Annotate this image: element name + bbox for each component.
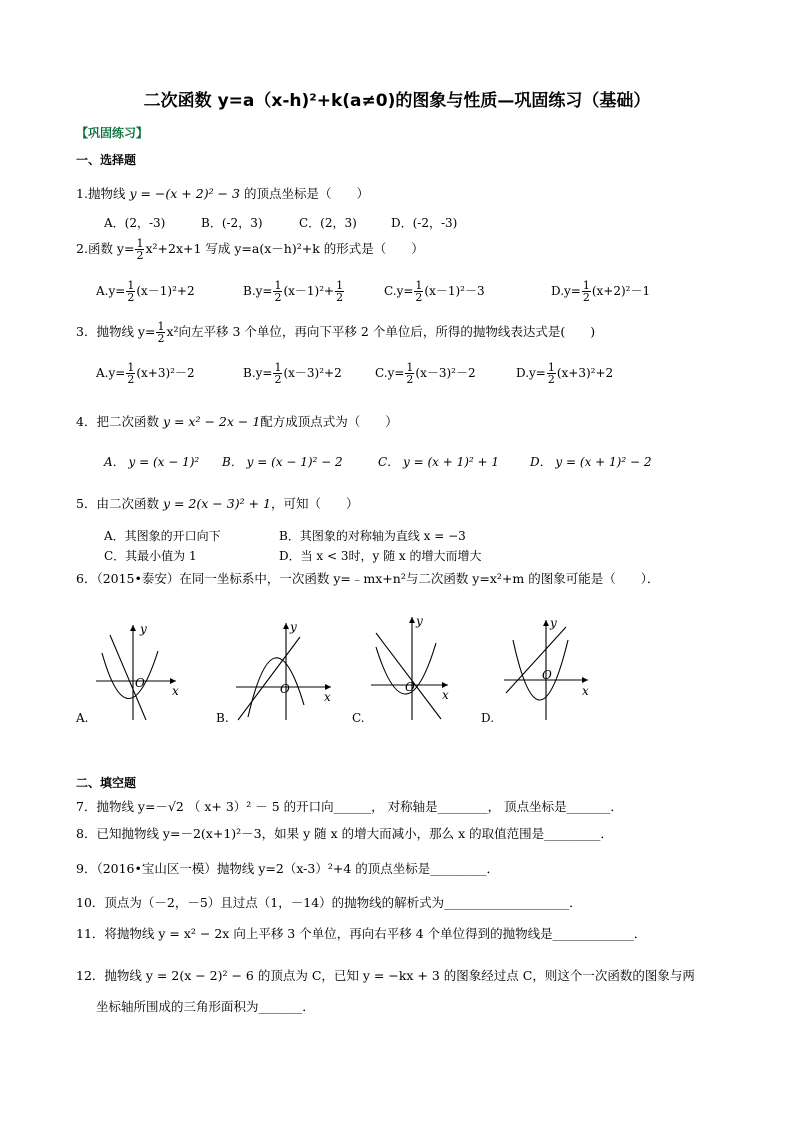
question-10: 10．顶点为（－2，－5）且过点（1，－14）的抛物线的解析式为____________________．: [76, 895, 582, 910]
graph-c-label: C.: [352, 711, 365, 725]
q3-option-d: D.y= $\frac{1}{2}$ (x+3)²+2: [516, 361, 614, 386]
question-2: [76, 238, 424, 261]
q2-option-c: C.y= $\frac{1}{2}$ (x－1)²－3: [384, 279, 485, 304]
graph-a-label: A.: [76, 711, 89, 725]
q4-text-a: 把二次函数: [96, 414, 159, 429]
graph-d-y-label: y: [550, 616, 557, 630]
q2-option-b: B.y= $\frac{1}{2}$ (x－1)²+ $\frac{1}{2}$: [243, 279, 344, 304]
graph-b-origin: O: [280, 682, 290, 696]
question-9: 9．（2016•宝山区一模）抛物线 y=2（x-3）²+4 的顶点坐标是_________．: [76, 861, 500, 876]
q2-text-b: x²+2x+1 写成 y=a(x－h)²+k 的形式是（ ）: [145, 241, 424, 256]
question-7: 7．抛物线 y=－√2 （ x+ 3）² － 5 的开口向______， 对称轴是________， 顶点坐标是_______．: [76, 799, 623, 814]
question-11: 11．将抛物线 y = x² − 2x 向上平移 3 个单位，再向右平移 4 个单位得到的抛物线是_____________．: [76, 926, 647, 941]
q4-option-a: A． y = (x − 1)²: [104, 455, 200, 469]
question-4: [76, 412, 398, 430]
question-12-line1: 12．抛物线 y = 2(x − 2)² − 6 的顶点为 C，已知 y = −kx + 3 的图象经过点 C，则这个一次函数的图象与两: [76, 968, 695, 983]
q4-option-c: C． y = (x + 1)² + 1: [378, 455, 500, 469]
section-label: 【巩固练习】: [76, 126, 149, 140]
q2-option-d: D.y= $\frac{1}{2}$ (x+2)²－1: [551, 279, 651, 304]
graph-d-origin: O: [542, 668, 552, 682]
q1-option-b: B．(-2，3): [201, 216, 263, 230]
q5-option-d: D．当 x < 3时，y 随 x 的增大而增大: [279, 549, 482, 563]
graph-d-x-label: x: [582, 684, 589, 698]
q3-num: 3．: [76, 324, 97, 339]
q2-text-a: 函数 y=: [87, 241, 135, 256]
question-5: [76, 494, 358, 512]
page-title: 二次函数 y=a（x-h)²+k(a≠0)的图象与性质—巩固练习（基础）: [143, 91, 651, 111]
q4-option-d: D． y = (x + 1)² − 2: [530, 455, 652, 469]
q2-option-a: A.y= $\frac{1}{2}$ (x－1)²+2: [96, 279, 195, 304]
question-3: [76, 321, 595, 344]
q3-fraction: $\frac{1}{2}$: [157, 320, 165, 345]
graph-a-x-label: x: [172, 684, 179, 698]
q1-num: 1.: [76, 186, 88, 201]
q1-formula: y = −(x + 2)² − 3: [129, 186, 240, 201]
q1-text-a: 抛物线: [87, 186, 126, 201]
q5-text-b: ，可知（ ）: [270, 496, 359, 511]
q3-option-a: A.y= $\frac{1}{2}$ (x+3)²－2: [96, 361, 195, 386]
q5-option-b: B．其图象的对称轴为直线 x = −3: [279, 529, 466, 543]
q5-text-a: 由二次函数: [96, 496, 159, 511]
q3-option-b: B.y= $\frac{1}{2}$ (x－3)²+2: [243, 361, 342, 386]
q6-graphs: [76, 615, 616, 730]
q4-option-b: B． y = (x − 1)² − 2: [222, 455, 343, 469]
graph-b: [236, 623, 331, 720]
q1-option-a: A．(2，-3): [104, 216, 166, 230]
parabola: [102, 651, 158, 699]
q4-num: 4．: [76, 414, 97, 429]
graph-a: [96, 625, 176, 720]
graph-c-y-label: y: [416, 615, 423, 628]
graph-c-origin: O: [405, 680, 415, 694]
q2-fraction: [135, 238, 144, 261]
q3-text-a: 抛物线 y=: [96, 324, 156, 339]
q4-text-b: 配方成顶点式为（ ）: [260, 414, 398, 429]
graph-b-label: B.: [216, 711, 229, 725]
frac-num: 1: [136, 237, 144, 250]
question-8: 8．已知抛物线 y=－2(x+1)²－3，如果 y 随 x 的增大而减小，那么 x 的取值范围是_________．: [76, 826, 613, 841]
part2-title: 二、填空题: [76, 776, 137, 790]
q5-option-c: C．其最小值为 1: [104, 549, 197, 563]
graph-a-y-label: y: [140, 622, 147, 636]
q5-option-a: A．其图象的开口向下: [104, 529, 221, 543]
q4-formula: y = x² − 2x − 1: [162, 414, 261, 429]
q2-num: 2.: [76, 241, 88, 256]
q3-text-b: x²向左平移 3 个单位，再向下平移 2 个单位后，所得的抛物线表达式是( ): [166, 324, 596, 339]
q5-formula: y = 2(x − 3)² + 1: [162, 496, 271, 511]
graph-d-label: D.: [481, 711, 495, 725]
q5-num: 5．: [76, 496, 97, 511]
graph-c: [371, 617, 448, 720]
graph-b-y-label: y: [290, 620, 297, 634]
graph-b-x-label: x: [324, 690, 331, 704]
q1-text-b: 的顶点坐标是（ ）: [243, 186, 369, 201]
q1-option-d: D．(-2，-3): [391, 216, 458, 230]
question-6: 6．（2015•泰安）在同一坐标系中，一次函数 y=﹣mx+n²与二次函数 y=x²+m 的图象可能是（ ）．: [76, 571, 660, 586]
graph-c-x-label: x: [442, 688, 449, 702]
frac-den: 2: [136, 249, 144, 262]
question-12-line2: 坐标轴所围成的三角形面积为_______．: [96, 999, 315, 1014]
question-1: [76, 184, 369, 202]
q3-option-c: C.y= $\frac{1}{2}$ (x－3)²－2: [375, 361, 476, 386]
graph-a-origin: O: [135, 676, 145, 690]
part1-title: 一、选择题: [76, 153, 137, 167]
q1-option-c: C．(2，3): [299, 216, 357, 230]
